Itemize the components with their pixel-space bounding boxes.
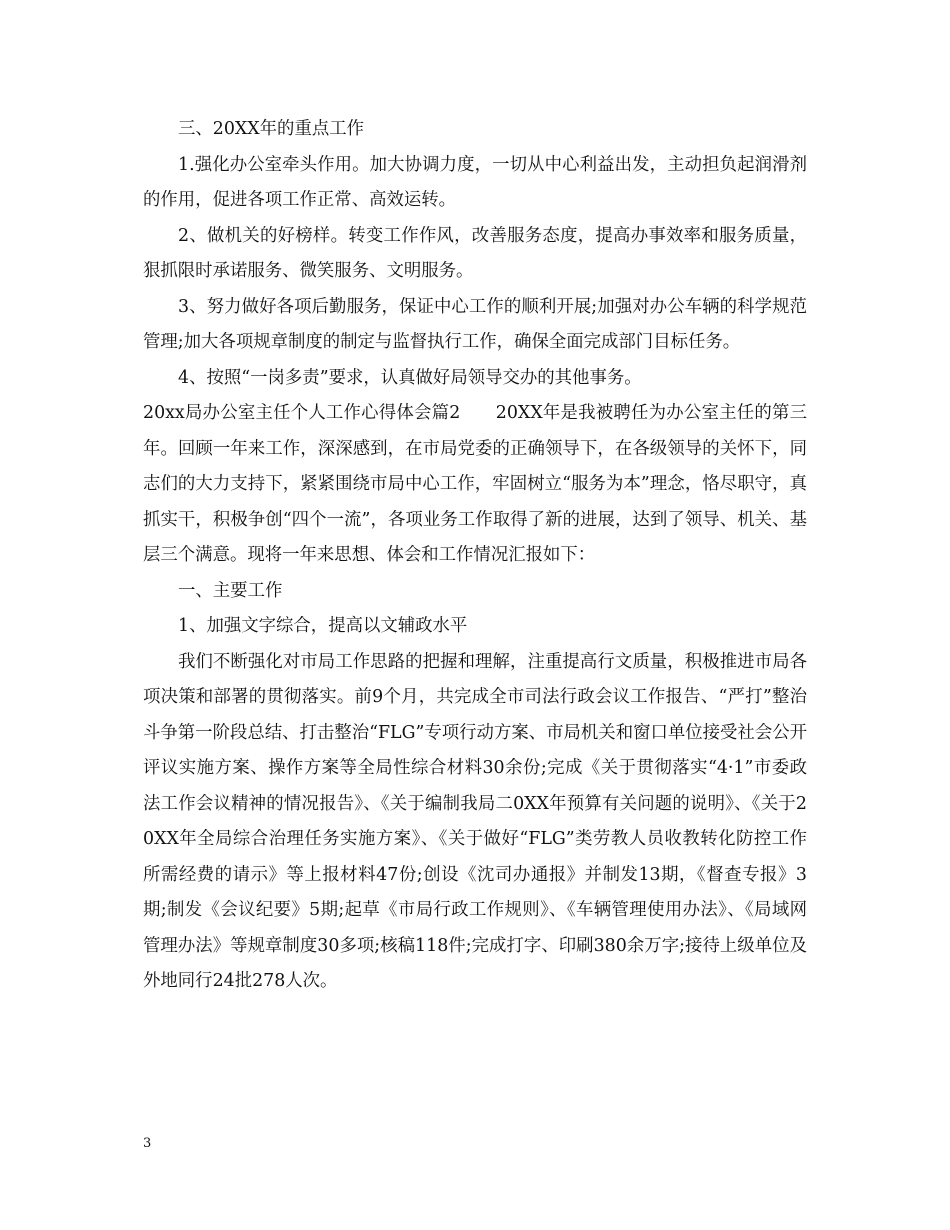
page-number: 3 (143, 1136, 152, 1151)
paragraph-item-4: 4、按照“一岗多责”要求，认真做好局领导交办的其他事务。 (178, 367, 642, 388)
subsection-heading-writing: 1、加强文字综合，提高以文辅政水平 (178, 616, 468, 636)
paragraph-item-3: 3、努力做好各项后勤服务，保证中心工作的顺利开展;加强对办公车辆的科学规范管理;加大各项规章制度的制定与监督执行工作，确保全面完成部门目标任务。 (143, 296, 807, 352)
document-body (143, 112, 807, 1000)
paragraph-item-1: 1.强化办公室牵头作用。加大协调力度，一切从中心利益出发，主动担负起润滑剂的作用，促进各项工作正常、高效运转。 (143, 154, 807, 210)
section-heading-main-work: 一、主要工作 (178, 580, 283, 601)
paragraph-writing-details: 我们不断强化对市局工作思路的把握和理解，注重提高行文质量，积极推进市局各项决策和部署的贯彻落实。前9个月，共完成全市司法行政会议工作报告、“严打”整治斗争第一阶段总结、打击整治“FLG”专项行动方案、市局机关和窗口单位接受社会公开评议实施方案、操作方案等全局性综合材料30余份;完成《关于贯彻落实“4·1”市委政法工作会议精神的情况报告》、《关于编制我局二0XX年预算有关问题的说明》、《关于20XX年全局综合治理任务实施方案》、《关于做好“FLG”类劳教人员收教转化防控工作所需经费的请示》等上报材料47份;创设《沈司办通报》并制发13期，《督查专报》3期;制发《会议纪要》5期;起草《市局行政工作规则》、《车辆管理使用办法》、《局域网管理办法》等规章制度30多项;核稿118件;完成打字、印刷380余万字;接待上级单位及外地同行24批278人次。 (143, 651, 807, 991)
paragraph-item-2: 2、做机关的好榜样。转变工作作风，改善服务态度，提高办事效率和服务质量，狠抓限时承诺服务、微笑服务、文明服务。 (143, 225, 807, 281)
section-heading-key-work: 三、20XX年的重点工作 (178, 119, 365, 139)
article-intro-paragraph: 20xx局办公室主任个人工作心得体会篇2 20XX年是我被聘任为办公室主任的第三年。回顾一年来工作，深深感到，在市局党委的正确领导下，在各级领导的关怀下，同志们的大力支持下，紧紧围绕市局中心工作，牢固树立“服务为本”理念，恪尽职守，真抓实干，积极争创“四个一流”，各项业务工作取得了新的进展，达到了领导、机关、基层三个满意。现将一年来思想、体会和工作情况汇报如下： (143, 403, 807, 565)
